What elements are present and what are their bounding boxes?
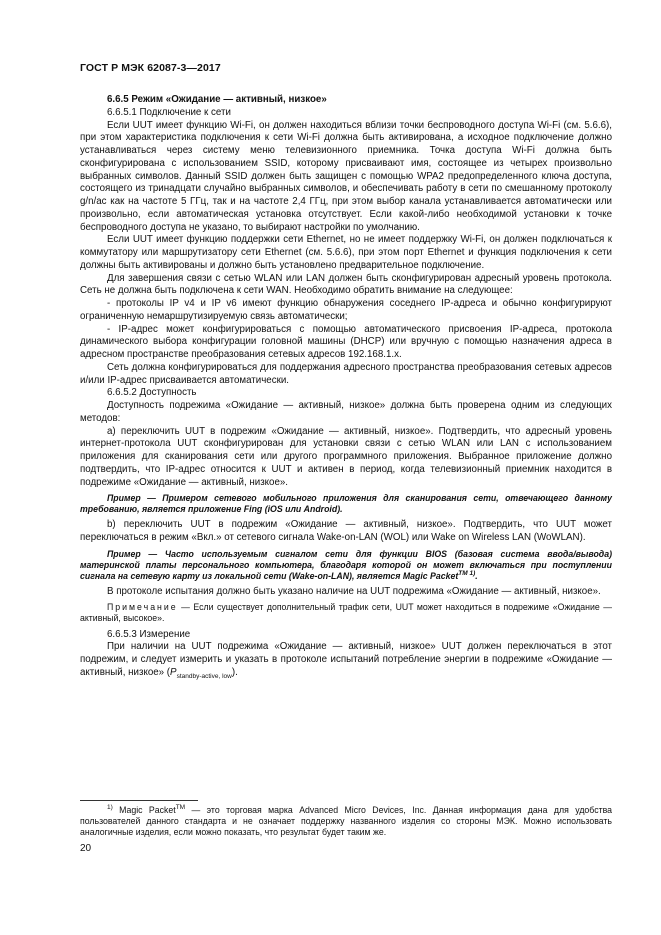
section-content: [80, 94, 612, 680]
paragraph-address-space: Сеть должна конфигурироваться для поддержания адресного пространства преобразования сетевых адресов и/или IP-адрес присваивается автоматически.: [80, 361, 612, 386]
footnote-lead: Magic Packet: [112, 805, 176, 815]
paragraph-availability: Доступность подрежима «Ожидание — активный, низкое» должна быть проверена одним из следующих методов:: [80, 400, 612, 424]
example-magic-packet-sup: TM 1): [458, 569, 476, 577]
example-magic-packet: [80, 549, 612, 582]
subsection-title-measurement: 6.6.5.3 Измерение: [107, 628, 191, 640]
power-variable-subscript: standby-active, low: [176, 672, 232, 680]
subsection-title-network: 6.6.5.1 Подключение к сети: [107, 106, 231, 118]
example-magic-packet-end: .: [475, 570, 478, 581]
note-label: Примечание: [107, 601, 178, 612]
footnote-marker: 1): [107, 804, 113, 812]
document-header: ГОСТ Р МЭК 62087-3—2017: [80, 62, 221, 74]
paragraph-wifi: Если UUT имеет функцию Wi-Fi, он должен находиться вблизи точки беспроводного доступа Wi-Fi (см. 5.6.6), при этом характеристика подключения к сети Wi-Fi должна быть активирована, а исходное подключение должно устанавливаться через систему меню телевизионного приемника. Точка доступа Wi-Fi должна быть сконфигурирована с использованием SSID, которому присваивают имя, состоящее из четырех произвольно выбранных символов. Данный SSID должен быть защищен с помощью WPA2 предопределенного ключа доступа, состоящего из тринадцати случайно выбранных символов, и обеспечивать работу в сети по смешанному протоколу g/n/ac как на частоте 5 ГГц, так и на частоте 2,4 ГГц, при этом выбор канала устанавливается автоматически или произвольно, если автоматическая установка отсутствует. Если какой-либо необходимой установки к точке беспроводного доступа не указано, то выбирают настройки по умолчанию.: [80, 119, 612, 233]
subsection-title-availability: 6.6.5.2 Доступность: [107, 387, 197, 399]
page-number: 20: [80, 843, 92, 854]
paragraph-method-b: b) переключить UUT в подрежим «Ожидание — активный, низкое». Подтвердить, что UUT может переключаться в режим «Вкл.» от сетевого сигнала Wake-on-LAN (WOL) или Wake on Wireless LAN (WoWLAN).: [80, 519, 612, 543]
paragraph-method-a: а) переключить UUT в подрежим «Ожидание — активный, низкое». Подтвердить, что адресный уровень интернет-протокола UUT сконфигурирован для установки связи с сетью WLAN или LAN с использованием приложения для сканирования сети или другого программного приложения. Выбранное приложение должно подтвердить, что IP-адрес относится к UUT и активен в период, когда телевизионный приемник находится в подрежиме «Ожидание — активный, низкое».: [80, 425, 612, 488]
footnote-text: — это торговая марка Advanced Micro Devices, Inc. Данная информация дана для удобства пользователей данного стандарта и не означает поддержку названного изделия со стороны МЭК. Можно использовать аналогичные изделия, если можно показать, что результат будет таким же.: [80, 805, 613, 837]
footnote-divider: [80, 800, 198, 801]
section-heading: 6.6.5 Режим «Ожидание — активный, низкое»: [107, 94, 327, 105]
paragraph-protocol: В протоколе испытания должно быть указано наличие на UUT подрежима «Ожидание — активный, низкое».: [107, 585, 601, 597]
footnote: [80, 805, 612, 838]
example-fing: Пример — Примером сетевого мобильного приложения для сканирования сети, отвечающего данному требованию, является приложение Fing (iOS или Android).: [80, 493, 612, 515]
example-magic-packet-text: Пример — Часто используемым сигналом сети для функции BIOS (базовая система ввода/вывода) материнской платы персонального компьютера, благодаря которой он может включаться при поступлении сигнала на сетевую карту из локальной сети (Wake-on-LAN), является Magic Packet: [80, 548, 612, 581]
footnote-tm: TM: [175, 804, 186, 812]
paragraph-ethernet: Если UUT имеет функцию поддержки сети Ethernet, но не имеет поддержку Wi-Fi, он должен подключаться к коммутатору или маршрутизатору сети Ethernet (см. 5.6.6), при этом порт Ethernet и функция подключения к сети должны быть активированы и должно быть установлено предварительное подключение.: [80, 234, 612, 271]
list-item-ip-address: - IP-адрес может конфигурироваться с помощью автоматического присвоения IP-адреса, протокола динамического выбора конфигурации головной машины (DHCP) или вручную с помощью назначения адреса в адресном пространстве преобразования сетевых адресов 192.168.1.x.: [80, 323, 612, 360]
paragraph-wlan-lan: Для завершения связи с сетью WLAN или LAN должен быть сконфигурирован адресный уровень протокола. Сеть не должна быть подключена к сети WAN. Необходимо обратить внимание на следующее:: [80, 272, 612, 297]
paragraph-measurement: [80, 641, 612, 679]
paragraph-measurement-end: ).: [231, 666, 238, 678]
note: [80, 602, 612, 624]
power-variable: P: [170, 666, 177, 678]
paragraph-measurement-text: При наличии на UUT подрежима «Ожидание — активный, низкое» UUT должен переключаться в этот подрежим, и следует измерить и указать в протоколе испытаний потребление энергии в подрежиме «Ожидание — активный, низкое» (: [80, 641, 612, 678]
note-text: — Если существует дополнительный трафик сети, UUT может находиться в подрежиме «Ожидание — активный, высокое».: [80, 601, 612, 623]
list-item-ipv: - протоколы IP v4 и IP v6 имеют функцию обнаружения соседнего IP-адреса и обычно конфигурируют ограниченную немаршрутизируемую связь автоматически;: [80, 298, 612, 322]
